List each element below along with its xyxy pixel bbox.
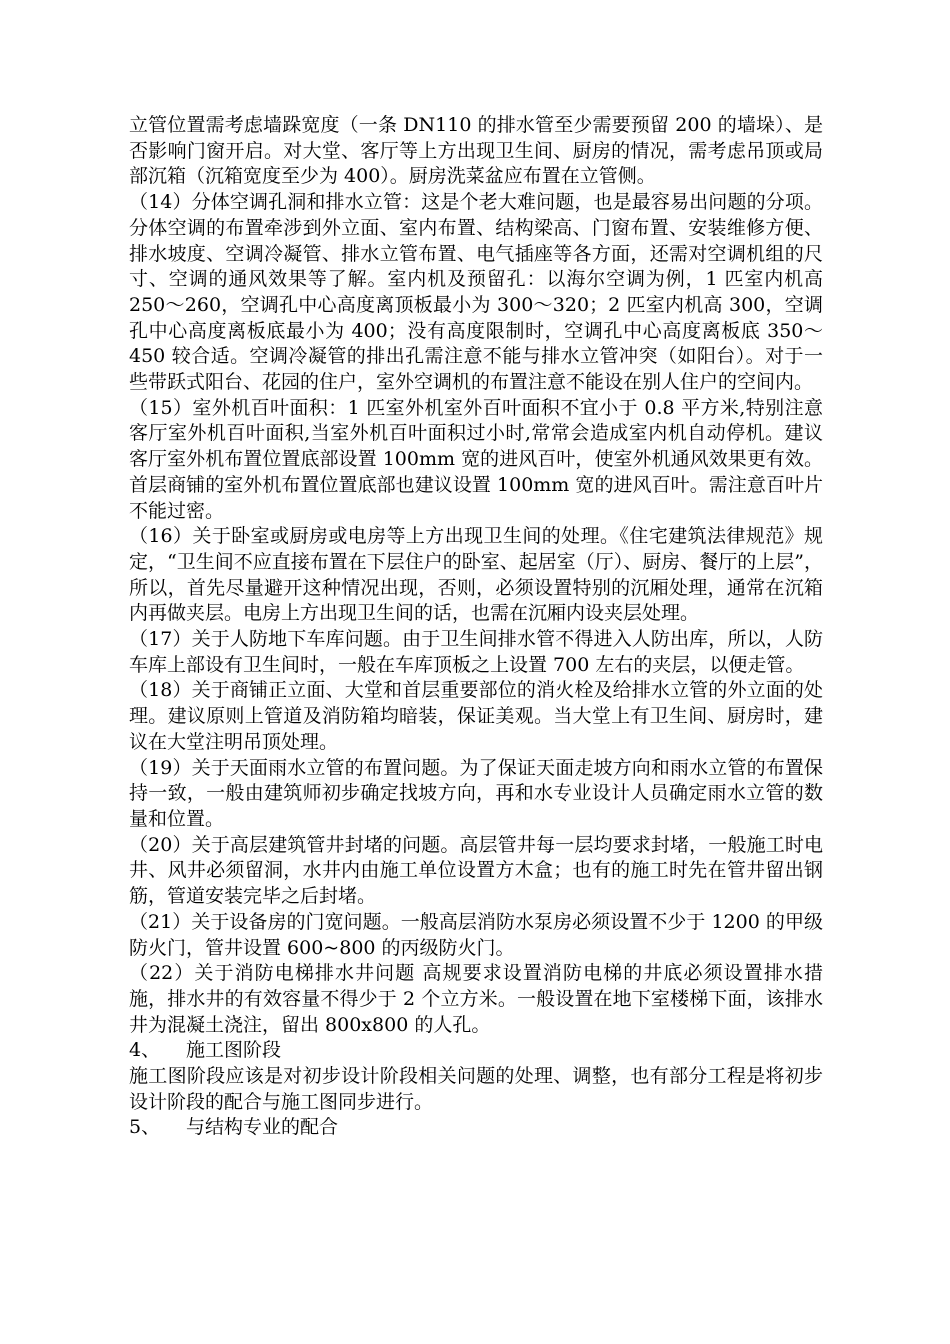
section-5-heading [129,1115,823,1141]
paragraph-item-19: （19）关于天面雨水立管的布置问题。为了保证天面走坡方向和雨水立管的布置保持一致，一般由建筑师初步确定找坡方向，再和水专业设计人员确定雨水立管的数量和位置。 [129,756,823,830]
section-5-number: 5、 [129,1116,161,1139]
section-4-heading [129,1038,823,1064]
paragraph-item-20: （20）关于高层建筑管井封堵的问题。高层管井每一层均要求封堵，一般施工时电井、风井必须留洞，水井内由施工单位设置方木盒；也有的施工时先在管井留出钢筋，管道安装完毕之后封堵。 [129,833,823,908]
section-4-body: 施工图阶段应该是对初步设计阶段相关问题的处理、调整，也有部分工程是将初步设计阶段的配合与施工图同步进行。 [129,1065,823,1113]
paragraph-riser-position: 立管位置需考虑墙跺宽度（一条 DN110 的排水管至少需要预留 200 的墙垛）、是否影响门窗开启。对大堂、客厅等上方出现卫生间、厨房的情况，需考虑吊顶或局部沉箱（沉箱宽度至少为 400）。厨房洗菜盆应布置在立管侧。 [129,114,823,188]
section-5-title: 与结构专业的配合 [186,1116,339,1139]
section-4-number: 4、 [129,1039,161,1062]
paragraph-item-17: （17）关于人防地下车库问题。由于卫生间排水管不得进入人防出库，所以，人防车库上部设有卫生间时，一般在车库顶板之上设置 700 左右的夹层，以便走管。 [129,628,823,676]
paragraph-item-18: （18）关于商铺正立面、大堂和首层重要部位的消火栓及给排水立管的外立面的处理。建议原则上管道及消防箱均暗装，保证美观。当大堂上有卫生间、厨房时，建议在大堂注明吊顶处理。 [129,679,823,753]
section-4-title: 施工图阶段 [186,1039,282,1062]
document-page [129,113,823,1141]
paragraph-item-14: （14）分体空调孔洞和排水立管：这是个老大难问题，也是最容易出问题的分项。分体空调的布置牵涉到外立面、室内布置、结构梁高、门窗布置、安装维修方便、排水坡度、空调冷凝管、排水立管布置、电气插座等各方面，还需对空调机组的尺寸、空调的通风效果等了解。室内机及预留孔：以海尔空调为例，1 匹室内机高 250～260，空调孔中心高度离顶板最小为 300～320；2 匹室内机高 300，空调孔中心高度离板底最小为 400；没有高度限制时，空调孔中心高度离板底 350～450 较合适。空调冷凝管的排出孔需注意不能与排水立管冲突（如阳台）。对于一些带跃式阳台、花园的住户，室外空调机的布置注意不能设在别人住户的空间内。 [129,191,823,394]
paragraph-item-22: （22）关于消防电梯排水井问题 高规要求设置消防电梯的井底必须设置排水措施，排水井的有效容量不得少于 2 个立方米。一般设置在地下室楼梯下面，该排水井为混凝土浇注，留出 800x800 的人孔。 [129,962,823,1036]
paragraph-item-15: （15）室外机百叶面积：1 匹室外机室外百叶面积不宜小于 0.8 平方米,特别注意客厅室外机百叶面积,当室外机百叶面积过小时,常常会造成室内机自动停机。建议客厅室外机布置位置底部设置 100mm 宽的进风百叶，使室外机通风效果更有效。首层商铺的室外机布置位置底部也建议设置 100mm 宽的进风百叶。需注意百叶片不能过密。 [129,396,823,522]
paragraph-item-16: （16）关于卧室或厨房或电房等上方出现卫生间的处理。《住宅建筑法律规范》规定，“卫生间不应直接布置在下层住户的卧室、起居室（厅）、厨房、餐厅的上层”，所以，首先尽量避开这种情况出现，否则，必须设置特别的沉厢处理，通常在沉箱内再做夹层。电房上方出现卫生间的话，也需在沉厢内设夹层处理。 [129,525,823,625]
paragraph-item-21: （21）关于设备房的门宽问题。一般高层消防水泵房必须设置不少于 1200 的甲级防火门，管井设置 600~800 的丙级防火门。 [129,910,823,959]
